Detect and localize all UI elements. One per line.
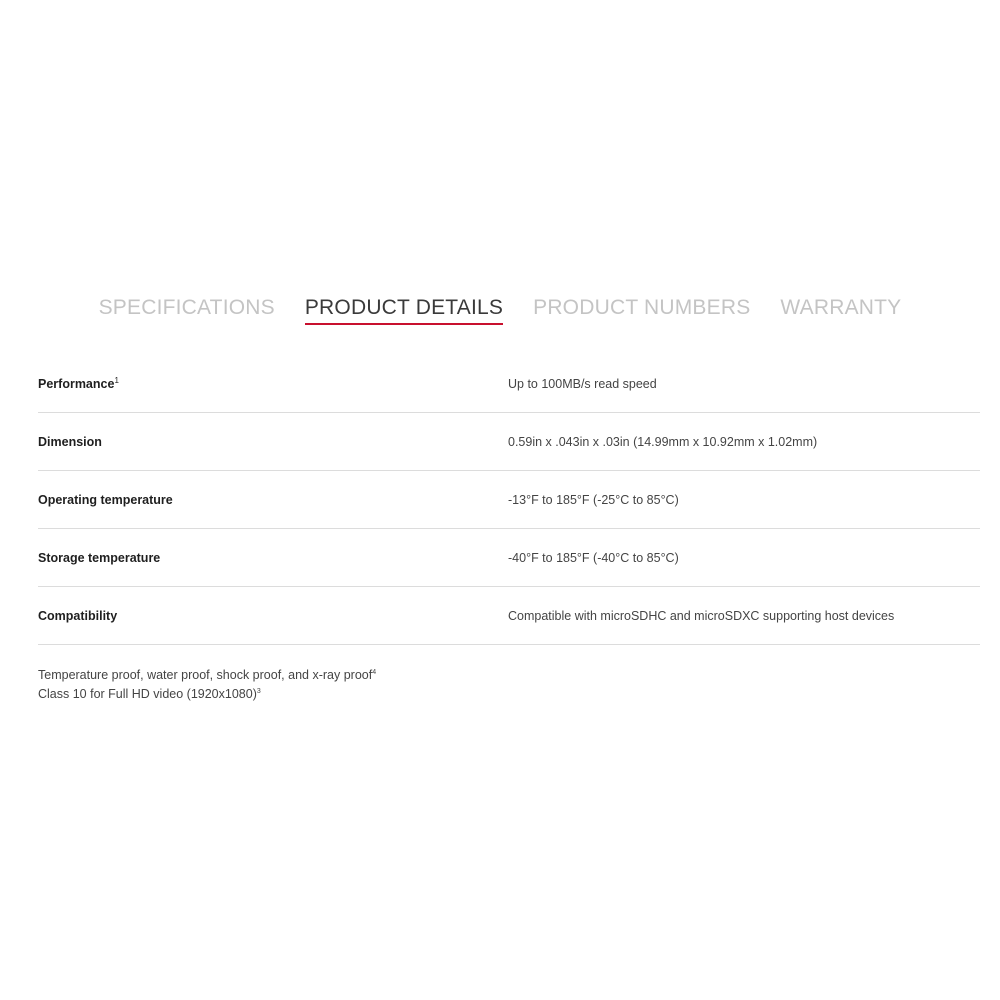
note-line: [38, 666, 376, 685]
spec-label-text: Dimension: [38, 434, 102, 449]
spec-table: [38, 355, 980, 645]
footnote-marker: 1: [114, 375, 119, 385]
note-line: [38, 685, 376, 704]
tab-warranty[interactable]: WARRANTY: [780, 296, 902, 319]
spec-value: -13°F to 185°F (-25°C to 85°C): [508, 492, 679, 507]
tab-bar: [0, 296, 1000, 325]
spec-row-storage-temperature: [38, 529, 980, 587]
spec-row-dimension: [38, 413, 980, 471]
spec-label-text: Performance: [38, 376, 115, 391]
spec-label-text: Operating temperature: [38, 492, 173, 507]
tab-product-numbers[interactable]: PRODUCT NUMBERS: [533, 296, 751, 319]
spec-label-text: Compatibility: [38, 608, 118, 623]
tab-specifications[interactable]: SPECIFICATIONS: [98, 296, 275, 319]
spec-value: 0.59in x .043in x .03in (14.99mm x 10.92mm x 1.02mm): [508, 434, 818, 449]
spec-label: [38, 377, 508, 391]
spec-label-text: Storage temperature: [38, 550, 161, 565]
spec-value: Compatible with microSDHC and microSDXC supporting host devices: [508, 608, 895, 623]
note-text: Temperature proof, water proof, shock proof, and x-ray proof: [38, 668, 373, 682]
feature-notes: [38, 666, 376, 704]
spec-row-operating-temperature: [38, 471, 980, 529]
spec-label: [38, 493, 508, 507]
spec-label: [38, 435, 508, 449]
spec-label: [38, 609, 508, 623]
spec-value: -40°F to 185°F (-40°C to 85°C): [508, 550, 679, 565]
footnote-marker: 3: [256, 687, 261, 695]
footnote-marker: 4: [372, 668, 377, 676]
spec-value: Up to 100MB/s read speed: [508, 376, 657, 391]
tab-product-details[interactable]: PRODUCT DETAILS: [305, 296, 503, 325]
spec-label: [38, 551, 508, 565]
spec-row-performance: [38, 355, 980, 413]
note-text: Class 10 for Full HD video (1920x1080): [38, 687, 257, 701]
spec-row-compatibility: [38, 587, 980, 645]
